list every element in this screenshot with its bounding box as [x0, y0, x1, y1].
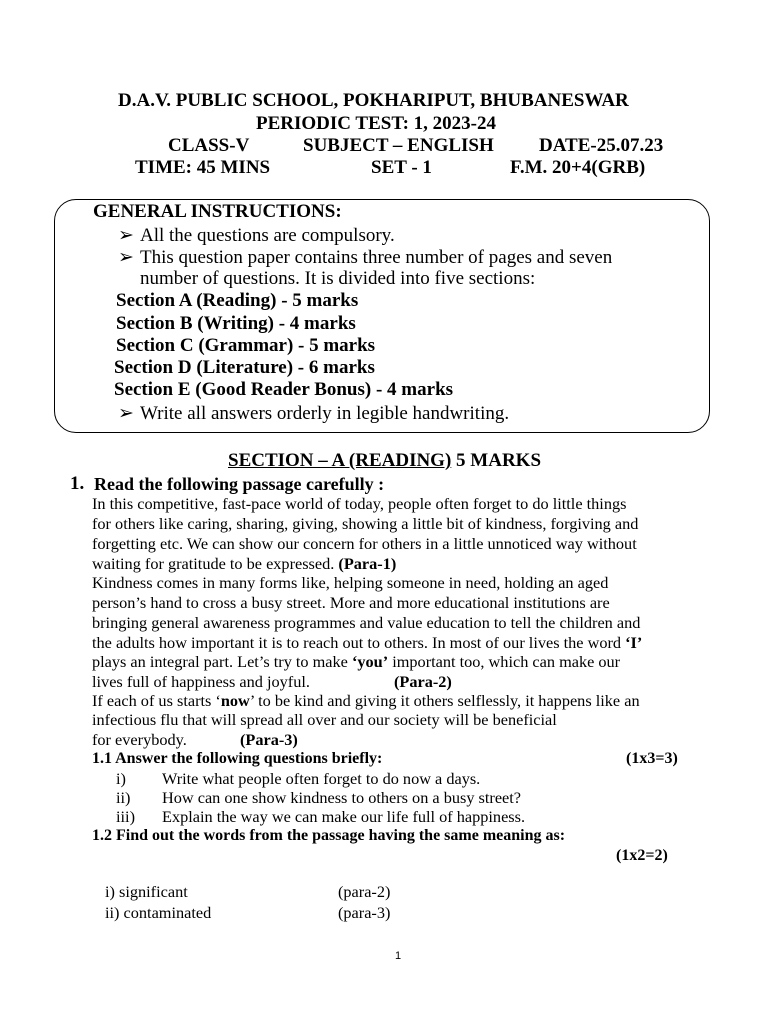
emphasis-word: ‘you’ [351, 652, 389, 671]
passage-line: infectious flu that will spread all over and our society will be beneficial [92, 710, 557, 729]
word-item: ii) contaminated [105, 903, 212, 922]
passage-text: lives full of happiness and joyful. [92, 672, 310, 691]
instruction-text: All the questions are compulsory. [140, 225, 395, 246]
passage-line: forgetting etc. We can show our concern for others in a little unnoticed way without [92, 534, 637, 553]
section-name: Section B (Writing) [116, 313, 274, 334]
class-label: CLASS-V [168, 135, 250, 156]
section-marks: - 5 marks [276, 290, 359, 311]
passage-text: for everybody. [92, 730, 187, 749]
passage-line: bringing general awareness programmes and value education to tell the children and [92, 613, 641, 632]
passage-line [92, 652, 620, 672]
emphasis-word: ‘I’ [625, 633, 643, 652]
set-label: SET - 1 [371, 157, 432, 178]
arrow-bullet-icon: ➢ [118, 403, 134, 424]
instructions-title: GENERAL INSTRUCTIONS: [93, 201, 342, 222]
section-a-instruction [116, 290, 358, 312]
question-1-1-item-num: iii) [116, 807, 135, 826]
question-1-text: Read the following passage carefully : [94, 474, 385, 494]
instruction-item-3 [118, 402, 509, 425]
emphasis-word: now [220, 691, 250, 710]
instruction-text: This question paper contains three number of pages and seven [140, 247, 613, 268]
section-e-instruction [114, 379, 453, 401]
word-para-ref: (para-2) [338, 882, 391, 901]
section-name: Section C (Grammar) [116, 335, 294, 356]
section-a-title: SECTION – A (READING) [228, 450, 452, 471]
full-marks-label: F.M. 20+4(GRB) [510, 157, 646, 178]
section-name: Section A (Reading) [116, 290, 277, 311]
passage-text: the adults how important it is to reach out to others. In most of our lives the word [92, 633, 626, 652]
instruction-item-2-cont: number of questions. It is divided into five sections: [140, 268, 536, 289]
passage-text: If each of us starts ‘ [92, 691, 221, 710]
section-c-instruction [116, 335, 375, 357]
section-name: Section D (Literature) [114, 357, 294, 378]
passage-line [92, 730, 298, 750]
school-name: D.A.V. PUBLIC SCHOOL, POKHARIPUT, BHUBANESWAR [118, 90, 629, 111]
section-b-instruction [116, 313, 356, 335]
instruction-item-2 [118, 246, 612, 269]
passage-line: for others like caring, sharing, giving, showing a little bit of kindness, forgiving and [92, 514, 639, 533]
passage-text: waiting for gratitude to be expressed. [92, 554, 339, 573]
question-1-1-item-text: Explain the way we can make our life full of happiness. [162, 807, 526, 826]
section-marks: - 4 marks [371, 379, 454, 400]
section-d-instruction [114, 357, 375, 379]
question-1-2-marks: (1x2=2) [616, 847, 668, 864]
time-label: TIME: 45 MINS [135, 157, 271, 178]
instruction-text: Write all answers orderly in legible handwriting. [140, 403, 510, 424]
passage-text: plays an integral part. Let’s try to make [92, 652, 352, 671]
passage-line: In this competitive, fast-pace world of today, people often forget to do little things [92, 494, 627, 513]
para-marker: (Para-3) [240, 730, 298, 749]
question-1-1-item-num: i) [116, 769, 126, 788]
section-marks: - 5 marks [293, 335, 376, 356]
section-a-heading [228, 450, 541, 472]
section-name: Section E (Good Reader Bonus) [114, 379, 372, 400]
passage-text: important too, which can make our [388, 652, 621, 671]
section-a-marks: 5 MARKS [451, 450, 542, 471]
subject-label: SUBJECT – ENGLISH [303, 135, 494, 156]
date-label: DATE-25.07.23 [539, 135, 664, 156]
passage-line [92, 554, 396, 574]
question-1-1-title: 1.1 Answer the following questions briefly: [92, 750, 383, 767]
section-marks: - 4 marks [273, 313, 356, 334]
arrow-bullet-icon: ➢ [118, 225, 134, 246]
question-1-2-title: 1.2 Find out the words from the passage having the same meaning as: [92, 827, 566, 844]
question-1-1-item-text: Write what people often forget to do now a days. [162, 769, 481, 788]
question-1-1-item-text: How can one show kindness to others on a busy street? [162, 788, 522, 807]
passage-line [92, 672, 452, 692]
instruction-item-1 [118, 224, 395, 247]
section-marks: - 6 marks [293, 357, 375, 378]
para-marker: (Para-2) [394, 672, 452, 691]
passage-line: Kindness comes in many forms like, helping someone in need, holding an aged [92, 573, 609, 592]
question-1-1-item-num: ii) [116, 788, 131, 807]
page-number: 1 [395, 950, 402, 962]
passage-line [92, 633, 642, 653]
word-item: i) significant [105, 882, 188, 901]
test-title: PERIODIC TEST: 1, 2023-24 [256, 113, 496, 134]
passage-text: ’ to be kind and giving it others selflessly, it happens like an [249, 691, 640, 710]
arrow-bullet-icon: ➢ [118, 247, 134, 268]
question-1-number: 1. [70, 473, 85, 494]
passage-line [92, 691, 640, 711]
passage-line: person’s hand to cross a busy street. More and more educational institutions are [92, 593, 610, 612]
para-marker: (Para-1) [338, 554, 397, 573]
question-1-1-marks: (1x3=3) [626, 750, 678, 767]
word-para-ref: (para-3) [338, 903, 391, 922]
